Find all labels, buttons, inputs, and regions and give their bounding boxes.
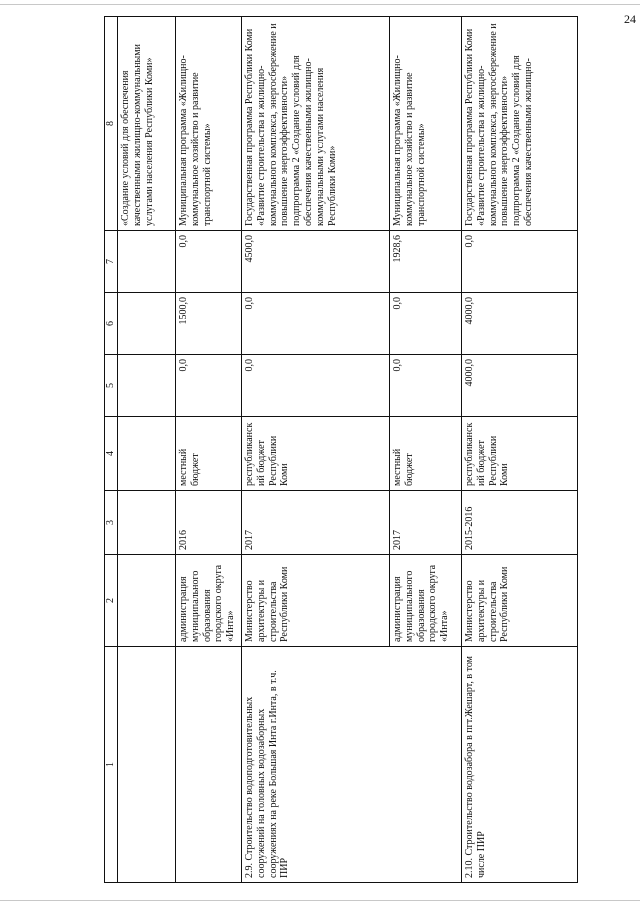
cell-amount-2016 (118, 293, 176, 355)
header-cell-3: 3 (105, 491, 118, 555)
cell-source: республиканский бюджет Республики Коми (242, 417, 390, 491)
cell-amount-2016: 4000,0 (462, 293, 578, 355)
table-row (176, 17, 242, 883)
header-cell-4: 4 (105, 417, 118, 491)
header-cell-7: 7 (105, 231, 118, 293)
scan-edge-bottom (0, 900, 640, 901)
table-row (118, 17, 176, 883)
cell-measure: 2.9. Строительство водоподготовительных сооружений на головных водозаборных сооружениях на реке Большая Инта г.Инта, в т.ч. ПИР (242, 647, 462, 883)
cell-amount-2015: 0,0 (390, 355, 462, 417)
cell-amount-2017: 0,0 (462, 231, 578, 293)
cell-amount-2017 (118, 231, 176, 293)
cell-period: 2015-2016 (462, 491, 578, 555)
cell-executor (118, 555, 176, 647)
cell-measure (176, 647, 242, 883)
cell-executor: Министерство архитектуры и строительства Республики Коми (242, 555, 390, 647)
rotated-table-container (104, 5, 584, 883)
cell-amount-2017: 4500,0 (242, 231, 390, 293)
cell-measure: 2.10. Строительство водозабора в пгт.Жешарт, в том числе ПИР (462, 647, 578, 883)
cell-source: местный бюджет (390, 417, 462, 491)
header-cell-8: 8 (105, 17, 118, 231)
cell-amount-2016: 0,0 (242, 293, 390, 355)
cell-amount-2016: 0,0 (390, 293, 462, 355)
cell-executor: администрация муниципального образования городского округа «Инта» (390, 555, 462, 647)
cell-program: Муниципальная программа «Жилищно-коммунальное хозяйство и развитие транспортной системы» (390, 17, 462, 231)
header-cell-2: 2 (105, 555, 118, 647)
cell-amount-2015 (118, 355, 176, 417)
header-cell-5: 5 (105, 355, 118, 417)
cell-program: Государственная программа Республики Коми «Развитие строительства и жилищно-коммунального комплекса, энергосбережение и повышение энергоэффективности» подпрограмма 2 «Создание условий для обеспечения качественными жилищно- (462, 17, 578, 231)
cell-source: местный бюджет (176, 417, 242, 491)
cell-executor: администрация муниципального образования городского округа «Инта» (176, 555, 242, 647)
cell-amount-2015: 0,0 (242, 355, 390, 417)
cell-program: «Создание условий для обеспечения качественными жилищно-коммунальными услугами населения Республики Коми» (118, 17, 176, 231)
cell-amount-2016: 1500,0 (176, 293, 242, 355)
cell-source: республиканский бюджет Республики Коми (462, 417, 578, 491)
cell-period: 2017 (242, 491, 390, 555)
cell-period: 2017 (390, 491, 462, 555)
cell-program: Муниципальная программа «Жилищно-коммунальное хозяйство и развитие транспортной системы» (176, 17, 242, 231)
cell-period: 2016 (176, 491, 242, 555)
table-row (242, 17, 390, 883)
cell-amount-2015: 4000,0 (462, 355, 578, 417)
cell-amount-2017: 1928,6 (390, 231, 462, 293)
cell-program: Государственная программа Республики Коми «Развитие строительства и жилищно-коммунального комплекса, энергосбережение и повышение энергоэффективности» подпрограмма 2 «Создание условий для обеспечения качественными жилищно-коммунальными услугами населения Республики Коми» (242, 17, 390, 231)
header-cell-1: 1 (105, 647, 118, 883)
cell-amount-2015: 0,0 (176, 355, 242, 417)
cell-source (118, 417, 176, 491)
cell-period (118, 491, 176, 555)
table-row (462, 17, 578, 883)
header-cell-6: 6 (105, 293, 118, 355)
header-row (105, 17, 118, 883)
program-table (104, 16, 578, 883)
cell-executor: Министерство архитектуры и строительства Республики Коми (462, 555, 578, 647)
page-number: 24 (624, 12, 636, 26)
cell-measure (118, 647, 176, 883)
cell-amount-2017: 0,0 (176, 231, 242, 293)
